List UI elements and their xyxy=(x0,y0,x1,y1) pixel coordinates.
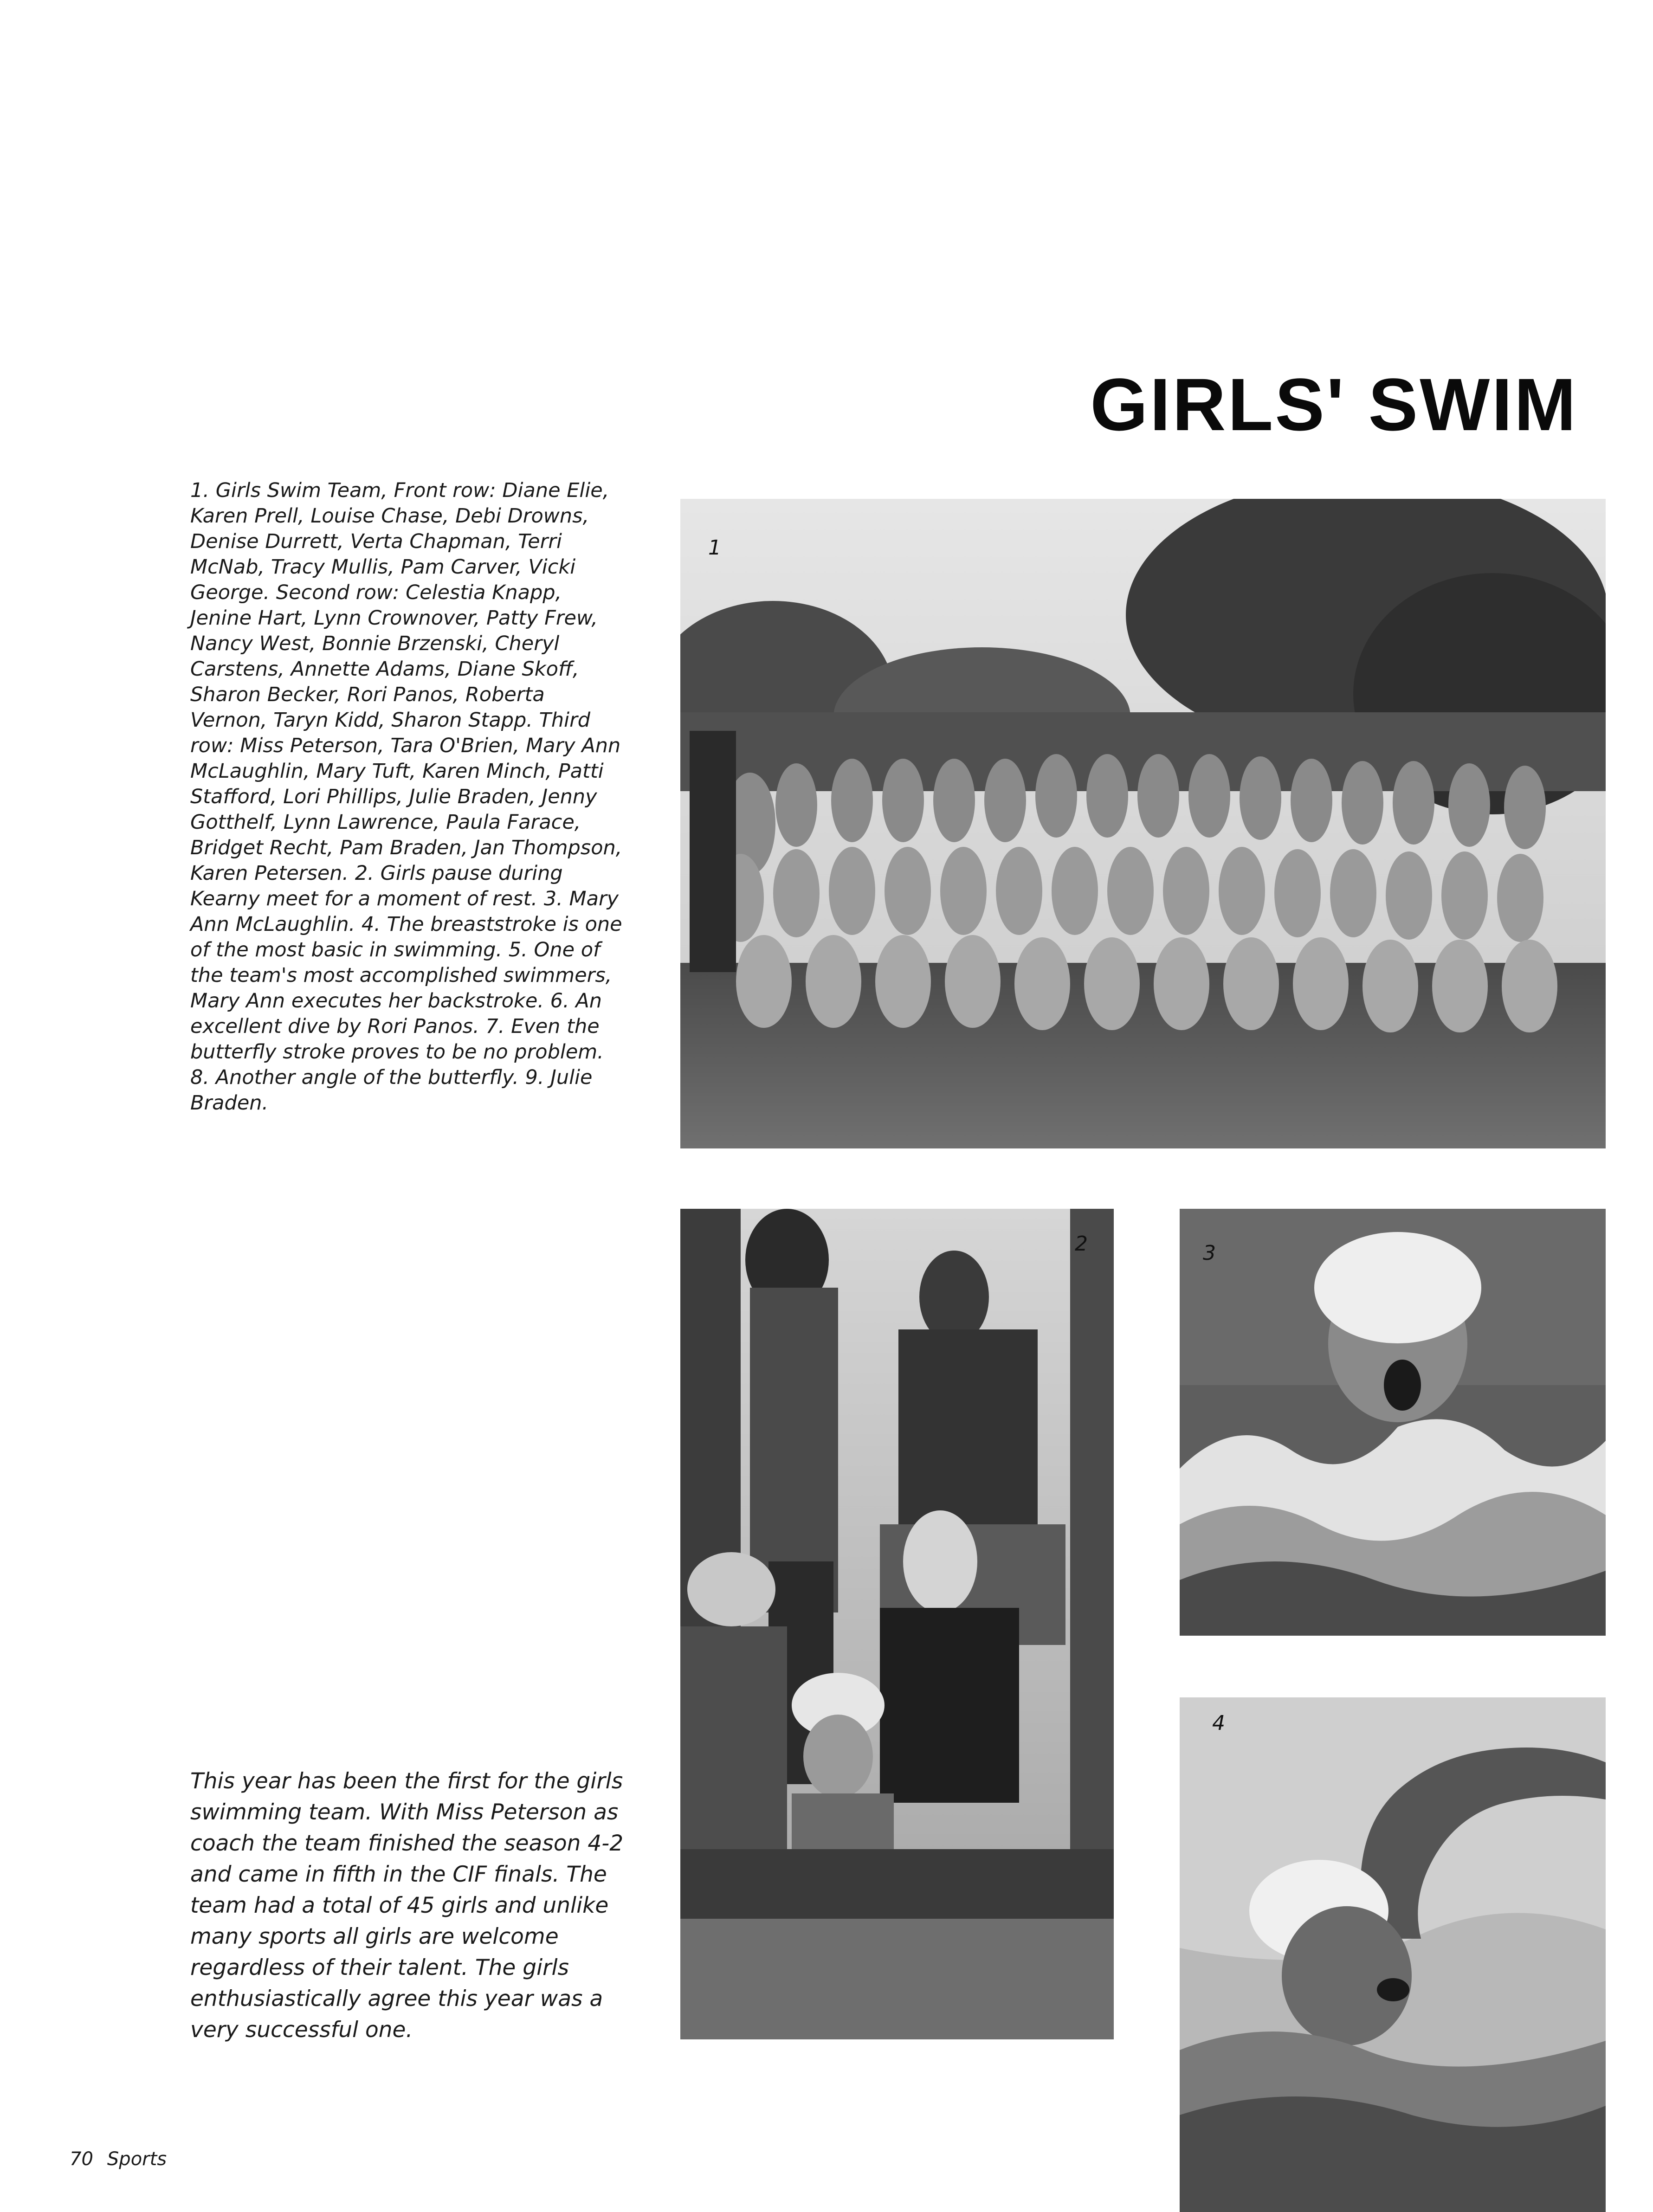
breaststroke-photo xyxy=(1180,1697,1606,2212)
page-number: 70 xyxy=(70,2148,93,2170)
photo-number-1: 1 xyxy=(708,536,721,560)
photo-number-4: 4 xyxy=(1212,1711,1225,1735)
swimmer-portrait-photo xyxy=(1180,1209,1606,1636)
photo-number-2: 2 xyxy=(1075,1232,1088,1256)
meet-rest-photo xyxy=(680,1209,1114,2039)
team-group-photo xyxy=(680,499,1606,1148)
swimmer-portrait-photo-image xyxy=(1180,1209,1606,1636)
page-title: GIRLS' SWIM xyxy=(1090,363,1578,446)
meet-rest-photo-image xyxy=(680,1209,1114,2039)
breaststroke-photo-image xyxy=(1180,1697,1606,2212)
photo-caption: 1. Girls Swim Team, Front row: Diane Elie, Karen Prell, Louise Chase, Debi Drowns, Denise Durrett, Verta Chapman, Terri McNab, Tracy Mullis, Pam Carver, Vicki George. Second row: Celestia Knapp, Jenine Hart, Lynn Crownover, Patty Frew, Nancy West, Bonnie Brzenski, Cheryl Carstens, Annette Adams, Diane Skoff, Sharon Becker, Rori Panos, Roberta Vernon, Taryn Kidd, Sharon Stapp. Third row: Miss Peterson, Tara O'Brien, Mary Ann McLaughlin, Mary Tuft, Karen Minch, Patti Stafford, Lori Phillips, Julie Braden, Jenny Gotthelf, Lynn Lawrence, Paula Farace, Bridget Recht, Pam Braden, Jan Thompson, Karen Petersen. 2. Girls pause during Kearny meet for a moment of rest. 3. Mary Ann McLaughlin. 4. The breaststroke is one of the most basic in swimming. 5. One of the team's most accomplished swimmers, Mary Ann executes her backstroke. 6. An excellent dive by Rori Panos. 7. Even the butterfly stroke proves to be no problem. 8. Another angle of the butterfly. 9. Julie Braden. xyxy=(190,479,622,1115)
article-body: This year has been the first for the girls swimming team. With Miss Peterson as coach the team finished the season 4-2 and came in fifth in the CIF finals. The team had a total of 45 girls and unlike many sports all girls are welcome regardless of their talent. The girls enthusiastically agree this year was a very successful one. xyxy=(190,1768,624,2043)
section-name: Sports xyxy=(107,2148,167,2170)
team-group-photo-image xyxy=(680,499,1606,1148)
photo-number-3: 3 xyxy=(1203,1241,1216,1265)
page-footer xyxy=(70,2148,181,2170)
